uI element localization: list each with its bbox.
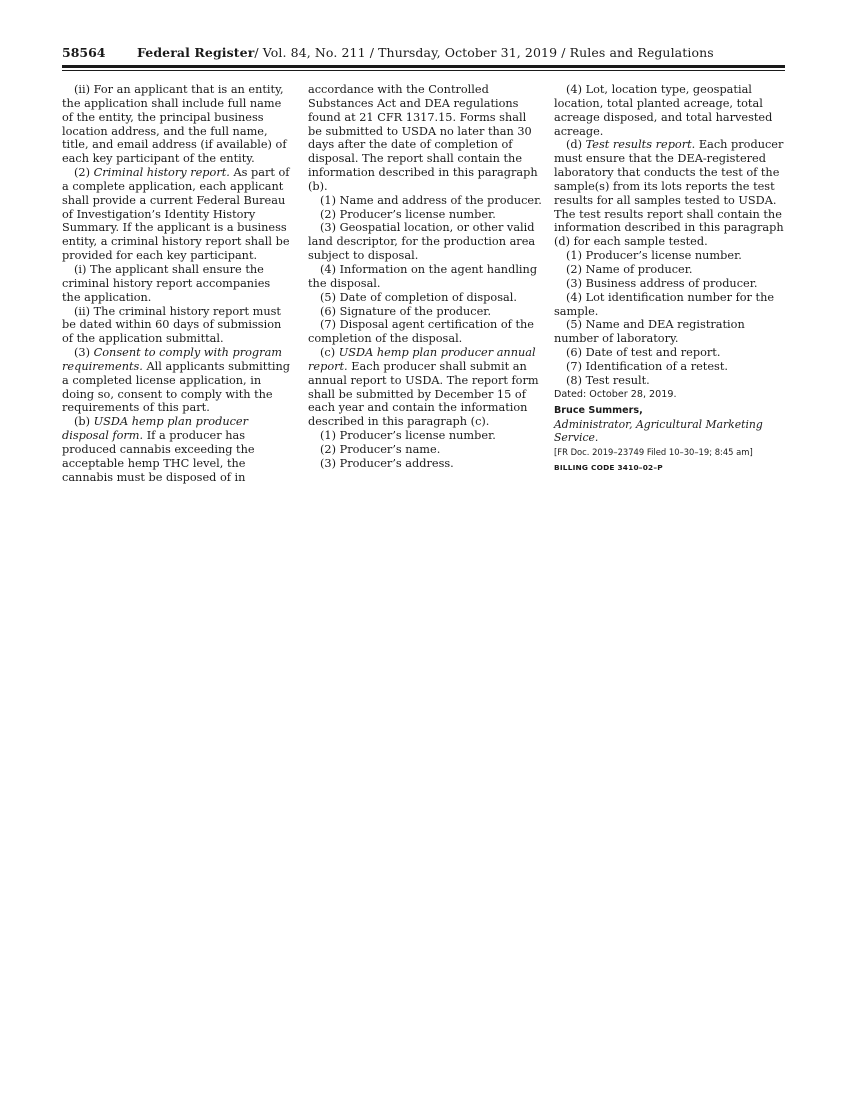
running-head <box>137 45 714 60</box>
billing-code: BILLING CODE 3410–02–P <box>554 463 663 473</box>
list-item: (4) Information on the agent handling the disposal. <box>308 262 538 290</box>
paragraph-body: Each producer must ensure that the DEA-registered laboratory that conducts the test of the sample(s) from its lots reports the test results for all samples tested to USDA. The test results report shall contain the information described in this paragraph (d) for each sample tested. <box>554 138 784 249</box>
list-item: (1) Producer’s license number. <box>566 249 742 263</box>
paragraph <box>62 166 292 263</box>
paragraph-body: Each producer shall submit an annual report to USDA. The report form shall be submitted by December 15 of each year and contain the information described in this paragraph (c). <box>308 359 539 429</box>
paragraph-heading: Test results report. <box>585 138 696 152</box>
column-2 <box>308 83 542 471</box>
list-item: (3) Business address of producer. <box>566 276 758 290</box>
paragraph <box>554 138 784 249</box>
issue-info: / Vol. 84, No. 211 / Thursday, October 31, 2019 / Rules and Regulations <box>254 45 714 60</box>
list-item: (2) Name of producer. <box>566 262 693 276</box>
paragraph: accordance with the Controlled Substances Act and DEA regulations found at 21 CFR 1317.15. Forms shall be submitted to USDA no later than 30 days after the date of completion of disposal. The report shall contain the information described in this paragraph (b). <box>308 83 538 193</box>
list-item: (3) Geospatial location, or other valid land descriptor, for the production area subject to disposal. <box>308 221 536 263</box>
paragraph-heading: Criminal history report. <box>93 166 230 180</box>
paragraph-heading: USDA hemp plan producer annual report. <box>308 346 536 373</box>
list-item: (1) Producer’s license number. <box>320 429 496 443</box>
header-rule-thin <box>62 70 785 71</box>
paragraph-body: As part of a complete application, each applicant shall provide a current Federal Bureau of Investigation’s Identity History Summary. If the applicant is a business entity, a criminal history report shall be provided for each key participant. <box>62 166 290 263</box>
paragraph: (4) Lot, location type, geospatial location, total planted acreage, total acreage disposed, and total harvested acreage. <box>554 83 773 138</box>
paragraph <box>62 415 292 484</box>
list-item: (2) Producer’s license number. <box>320 207 496 221</box>
paragraph-lead: (c) <box>320 346 336 360</box>
header-rule-thick <box>62 65 785 68</box>
signer-name: Bruce Summers, <box>554 405 643 417</box>
paragraph-lead: (d) <box>566 138 583 152</box>
publication-name: Federal Register <box>137 45 255 60</box>
paragraph-lead: (2) <box>74 166 91 180</box>
list-item: (7) Disposal agent certification of the completion of the disposal. <box>308 318 534 346</box>
list-item: (1) Name and address of the producer. <box>320 193 542 207</box>
fr-doc-line: [FR Doc. 2019–23749 Filed 10–30–19; 8:45 am] <box>554 447 753 458</box>
paragraph <box>62 346 292 415</box>
list-item: (7) Identification of a retest. <box>566 359 728 373</box>
paragraph-lead: (b) <box>74 415 91 429</box>
column-1 <box>62 83 292 484</box>
list-item: (3) Producer’s address. <box>320 456 454 470</box>
paragraph-lead: (3) <box>74 346 91 360</box>
paragraph-body: If a producer has produced cannabis exceeding the acceptable hemp THC level, the cannabis must be disposed of in <box>62 429 255 484</box>
paragraph-heading: USDA hemp plan producer disposal form. <box>62 415 249 443</box>
list-item: (2) Producer’s name. <box>320 442 441 456</box>
list-item: (5) Date of completion of disposal. <box>320 290 517 304</box>
list-item: (5) Name and DEA registration number of laboratory. <box>554 318 745 346</box>
paragraph: (ii) The criminal history report must be dated within 60 days of submission of the application submittal. <box>62 304 282 346</box>
page-header <box>62 45 785 65</box>
list-item: (4) Lot identification number for the sample. <box>554 290 775 318</box>
paragraph-heading: Consent to comply with program requirements. <box>62 346 283 373</box>
column-3 <box>554 83 784 475</box>
paragraph-body: All applicants submitting a completed license application, in doing so, consent to comply with the requirements of this part. <box>62 359 290 415</box>
signer-title: Administrator, Agricultural Marketing Service. <box>554 418 763 445</box>
paragraph: (ii) For an applicant that is an entity, the application shall include full name of the entity, the principal business location address, and the full name, title, and email address (if available) of each key participant of the entity. <box>62 83 287 166</box>
dated-line: Dated: October 28, 2019. <box>554 388 677 400</box>
list-item: (6) Date of test and report. <box>566 346 721 360</box>
paragraph <box>308 346 542 429</box>
list-item: (6) Signature of the producer. <box>320 304 492 318</box>
list-item: (8) Test result. <box>566 373 650 387</box>
page-number: 58564 <box>62 45 106 60</box>
paragraph: (i) The applicant shall ensure the criminal history report accompanies the application. <box>62 262 271 304</box>
